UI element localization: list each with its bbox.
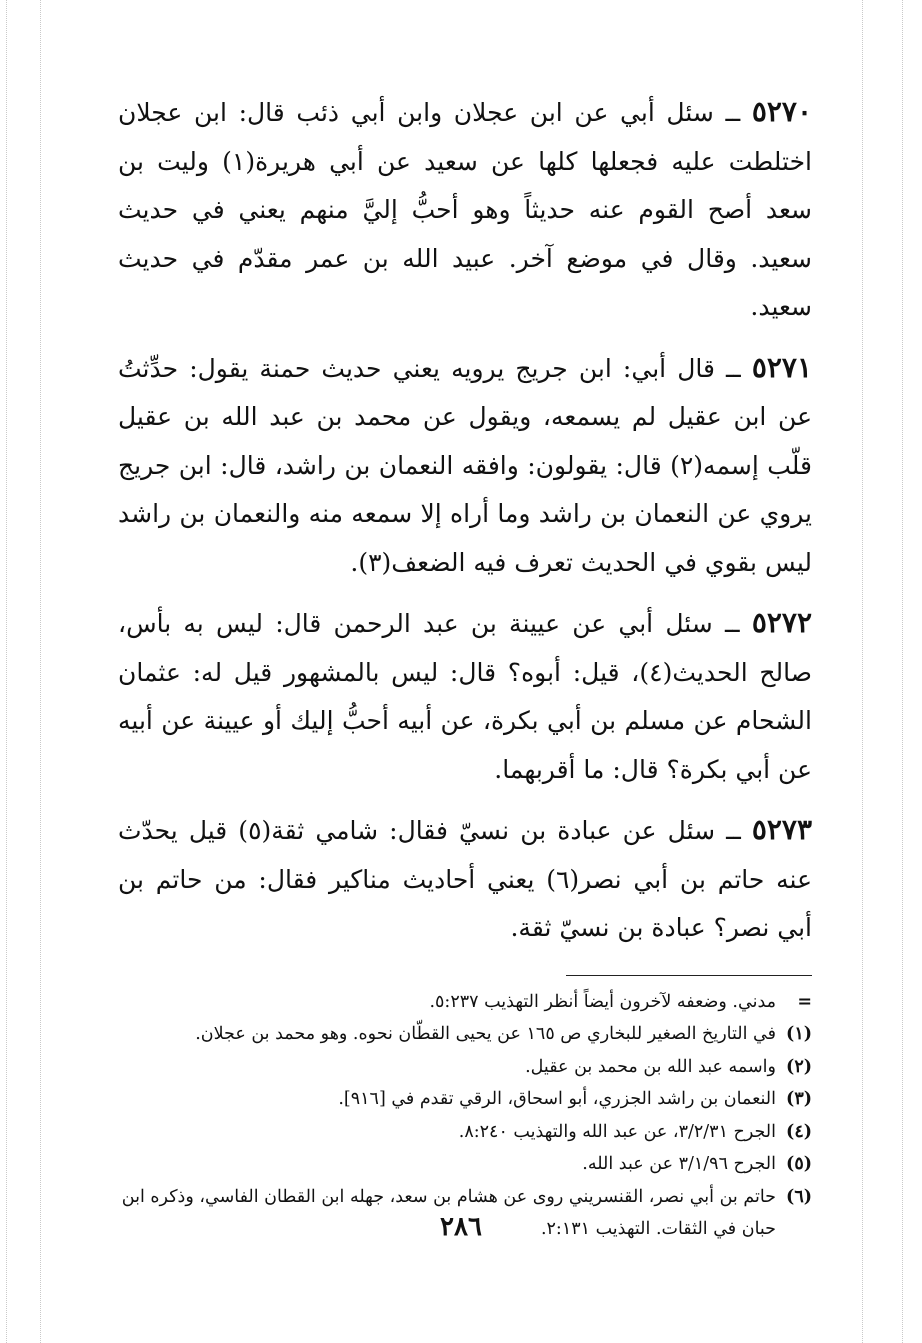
footnote-mark: (٢) bbox=[786, 1056, 812, 1077]
entry-number: ٥٢٧٣ bbox=[751, 813, 812, 846]
entry-text: ــ سئل أبي عن عيينة بن عبد الرحمن قال: ليس به بأس، صالح الحديث(٤)، قيل: أبوه؟ قال: ليس بالمشهور قيل له: عثمان الشحام عن مسلم بن أبي بكرة، عن أبيه أحبُّ إليك أو عيينة عن أبيه عن أبي بكرة؟ قال: ما أقربهما. bbox=[118, 609, 812, 784]
footnote-3 bbox=[118, 1083, 812, 1116]
footnote-mark: (٤) bbox=[786, 1121, 812, 1142]
entry-5273 bbox=[118, 806, 812, 953]
footnote-text: في التاريخ الصغير للبخاري ص ١٦٥ عن يحيى القطّان نحوه. وهو محمد بن عجلان. bbox=[195, 1024, 776, 1044]
footnote-mark: (١) bbox=[786, 1024, 812, 1044]
entry-text: ــ سئل أبي عن ابن عجلان وابن أبي ذئب قال: ابن عجلان اختلطت عليه فجعلها كلها عن سعيد عن أبي هريرة(١) وليت بن سعد أصح القوم عنه حديثاً وهو أحبُّ إليَّ منهم يعني في حديث سعيد. وقال في موضع آخر. عبيد الله بن عمر مقدّم في حديث سعيد. bbox=[118, 98, 812, 321]
entry-5271 bbox=[118, 344, 812, 588]
footnote-text: الجرح ٣/٢/٣١، عن عبد الله والتهذيب ٨:٢٤٠. bbox=[458, 1121, 776, 1142]
page-margin-dotted-line bbox=[862, 0, 863, 1343]
footnote-mark: (٣) bbox=[786, 1089, 812, 1109]
footnote-mark: (٦) bbox=[786, 1186, 812, 1207]
footnote-1 bbox=[118, 1018, 812, 1051]
footnote-5 bbox=[118, 1148, 812, 1181]
page-margin-dotted-line bbox=[40, 0, 41, 1343]
entry-number: ٥٢٧١ bbox=[751, 350, 812, 384]
footnote-text: النعمان بن راشد الجزري، أبو اسحاق، الرقي تقدم في [٩١٦]. bbox=[338, 1089, 776, 1109]
footnote-mark: = bbox=[797, 991, 812, 1012]
entry-number: ٥٢٧٠ bbox=[751, 95, 812, 128]
entry-text: ــ سئل عن عبادة بن نسيّ فقال: شامي ثقة(٥) قيل يحدّث عنه حاتم بن أبي نصر(٦) يعني أحاديث مناكير فقال: من حاتم بن أبي نصر؟ عبادة بن نسيّ ثقة. bbox=[118, 816, 813, 942]
footnote-text: الجرح ٣/١/٩٦ عن عبد الله. bbox=[582, 1154, 776, 1174]
footnote-text: واسمه عبد الله بن محمد بن عقيل. bbox=[525, 1056, 776, 1077]
entry-number: ٥٢٧٢ bbox=[751, 606, 812, 639]
page-number: ٢٨٦ bbox=[440, 1212, 482, 1242]
page-body bbox=[118, 88, 812, 1246]
footnote-2 bbox=[118, 1051, 812, 1084]
footnote-continuation bbox=[118, 986, 812, 1019]
footnotes-list bbox=[118, 986, 812, 1246]
footnote-separator bbox=[566, 975, 812, 976]
footnote-text: حاتم بن أبي نصر، القنسريني روى عن هشام بن سعد، جهله ابن القطان الفاسي، وذكره ابن حبان في الثقات. التهذيب ٢:١٣١. bbox=[121, 1186, 776, 1239]
footnote-text: مدني. وضعفه لآخرون أيضاً أنظر التهذيب ٥:٢٣٧. bbox=[429, 991, 776, 1012]
page-margin-dotted-line bbox=[902, 0, 903, 1343]
entry-text: ــ قال أبي: ابن جريج يرويه يعني حديث حمنة يقول: حدِّثتُ عن ابن عقيل لم يسمعه، ويقول عن محمد بن عبد الله بن عقيل قلّب إسمه(٢) قال: يقولون: وافقه النعمان بن راشد، قال: ابن جريج يروي عن النعمان بن راشد وما أراه إلا سمعه منه والنعمان بن راشد ليس بقوي في الحديث تعرف فيه الضعف(٣). bbox=[118, 353, 812, 577]
page-margin-dotted-line bbox=[6, 0, 7, 1343]
entry-5270 bbox=[118, 88, 812, 332]
footnote-4 bbox=[118, 1116, 812, 1149]
footnote-mark: (٥) bbox=[786, 1154, 812, 1174]
entry-5272 bbox=[118, 599, 812, 794]
